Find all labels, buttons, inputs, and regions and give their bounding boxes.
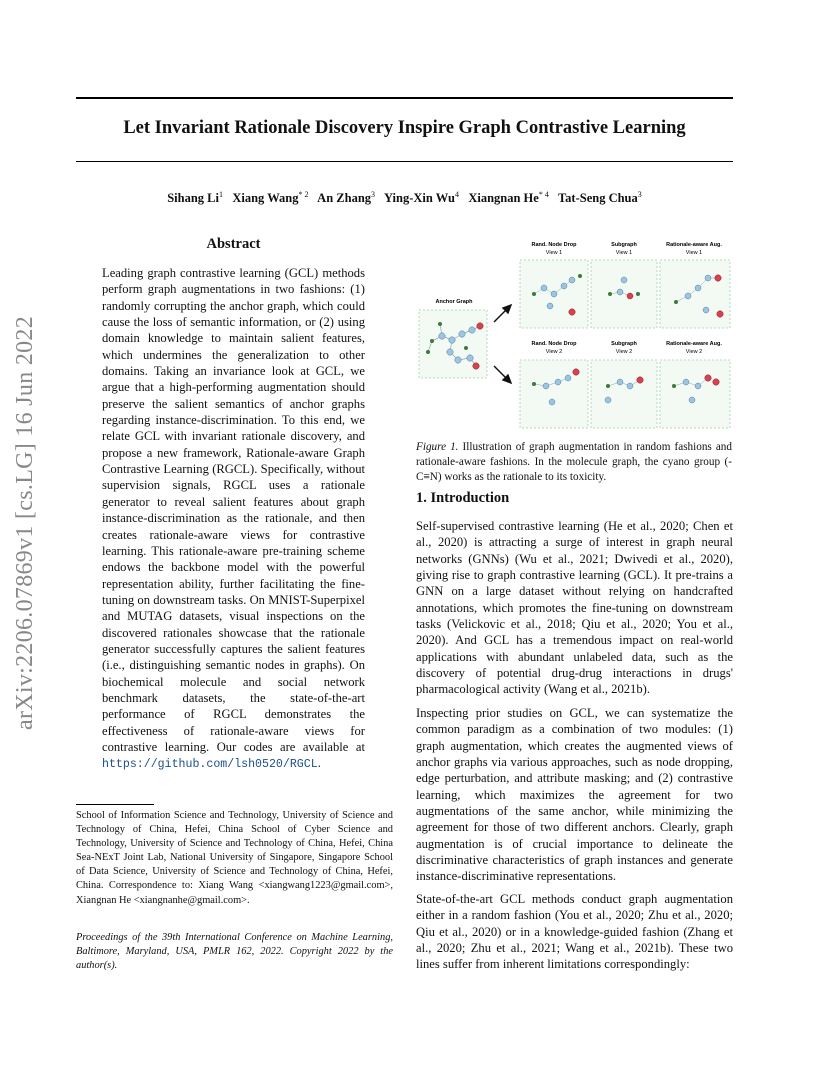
figure-caption (416, 440, 732, 485)
author-name: Xiangnan He (468, 191, 539, 206)
view-label: View 1 (615, 250, 633, 256)
author-affiliation-mark: 3 (637, 190, 642, 199)
author-list (76, 190, 733, 206)
author-affiliation-mark: 4 (454, 190, 459, 199)
view-label: Rationale-aware Aug. (666, 341, 722, 347)
figure-1 (414, 236, 734, 436)
view-label: View 2 (685, 349, 703, 355)
view-label: Subgraph (611, 341, 637, 347)
author-affiliation-mark: * 4 (538, 190, 549, 199)
code-link[interactable]: https://github.com/lsh0520/RGCL (102, 758, 318, 772)
view-label: Rand. Node Drop (531, 242, 577, 248)
view-panel (591, 360, 657, 428)
footnote-rule (76, 804, 154, 805)
view-label: View 1 (685, 250, 703, 256)
author-name: Tat-Seng Chua (557, 191, 638, 206)
view-label: View 2 (615, 349, 633, 355)
author-name: Xiang Wang (232, 191, 299, 206)
abstract-heading: Abstract (206, 236, 261, 252)
view-label: Rand. Node Drop (531, 341, 577, 347)
intro-paragraph-3: State-of-the-art GCL methods conduct graph augmentation either in a random fashion (You et al., 2020; Zhu et al., 2020; Qiu et al., 2020) or in a knowledge-guided fashion (Zhang et al., 2020; Zhu et al., 2021; Wang et al., 2021b). These two lines suffer from inherent limitations correspondingly: (416, 892, 733, 972)
author-affiliation-mark: 3 (371, 190, 376, 199)
author-affiliation-mark: * 2 (298, 190, 309, 199)
intro-paragraph-1: Self-supervised contrastive learning (He et al., 2020; Chen et al., 2020) is attracting a surge of interest in graph neural networks (GNNs) (Wu et al., 2021; Dwivedi et al., 2020), giving rise to graph contrastive learning (GCL). It pre-trains a GNN on a large dataset without relying on handcrafted annotations, which promotes the fine-tuning on downstream tasks (Velickovic et al., 2018; Qiu et al., 2020; You et al., 2020). And GCL has a tremendous impact on real-world applications with abundant unlabeled data, such as the discovery of potential drug-drug interactions in drugs' pharmacological activity (Wang et al., 2021b). (416, 519, 733, 697)
view-panel (660, 260, 730, 328)
intro-paragraph-2: Inspecting prior studies on GCL, we can systematize the common paradigm as a combination of two modules: (1) graph augmentation, which creates the augmented views of anchor graphs via various approaches, such as node dropping, edge perturbation, and attribute masking; and (2) contrastive learning, which maximizes the agreement for two augmentations of the same anchor, while minimizing the agreement for those of two different anchors. Clearly, graph augmentation is of crucial importance to delineate the discriminative characteristics of graph instances and generate instance-discriminative representations. (416, 706, 733, 884)
author-name: An Zhang (317, 191, 372, 206)
proceedings-note: Proceedings of the 39th International Conference on Machine Learning, Baltimore, Maryland, USA, PMLR 162, 2022. Copyright 2022 by the author(s). (76, 932, 393, 972)
view-panel (660, 360, 730, 428)
abstract-text: Leading graph contrastive learning (GCL) methods perform graph augmentations in two fashions: (1) randomly corrupting the anchor graph, which could cause the loss of semantic information, or (2) using domain knowledge to maintain salient features, which undermines the generalization to other domains. Taking an invariance look at GCL, we argue that a high-performing augmentation should preserve the salient semantics of anchor graphs regarding instance-discrimination. To this end, we relate GCL with invariant rationale discovery, and propose a new framework, Rationale-aware Graph Contrastive Learning (RGCL). Specifically, without supervision signals, RGCL uses a rationale generator to reveal salient features about graph instance-discrimination as the rationale, and then creates rationale-aware views for contrastive learning. This rationale-aware pre-training scheme endows the backbone model with the powerful representation ability, further facilitating the fine-tuning on downstream tasks. On MNIST-Superpixel and MUTAG datasets, visual inspections on the discovered rationales showcase that the rationale generator successfully captures the salient features (i.e., distinguishing semantic nodes in graphs). On biochemical molecule and social network benchmark datasets, the state-of-the-art performance of RGCL demonstrates the effectiveness of rationale-aware views for contrastive learning. Our codes are available at (102, 266, 365, 754)
caption-label: Figure 1. (416, 441, 459, 453)
title-bottom-rule (76, 161, 733, 162)
anchor-graph-label: Anchor Graph (435, 299, 473, 305)
abstract-body (102, 265, 365, 774)
view-panel (591, 260, 657, 328)
view-label: View 2 (545, 349, 563, 355)
author-name: Sihang Li (167, 191, 219, 206)
affiliation-footnote: School of Information Science and Technology, University of Science and Technology of China, Hefei, China School of Cyber Science and Technology, University of Science and Technology of China, Hefei, China Sea-NExT Joint Lab, National University of Singapore, Singapore School of Data Science, University of Science and Technology of China, Hefei, China. Correspondence to: Xiang Wang <xiangwang1223@gmail.com>, Xiangnan He <xiangnanhe@gmail.com>. (76, 810, 393, 906)
caption-text: Illustration of graph augmentation in random fashions and rationale-aware fashions. In the molecule graph, the cyano group (-C≡N) works as the rationale to its toxicity. (416, 441, 732, 483)
view-label: Rationale-aware Aug. (666, 242, 722, 248)
author-affiliation-mark: 1 (218, 190, 223, 199)
view-label: View 1 (545, 250, 563, 256)
view-label: Subgraph (611, 242, 637, 248)
author-name: Ying-Xin Wu (383, 191, 455, 206)
title-top-rule (76, 97, 733, 99)
arxiv-stamp: arXiv:2206.07869v1 [cs.LG] 16 Jun 2022 (12, 315, 38, 730)
augmentation-arrows (494, 305, 511, 383)
abstract-period: . (317, 756, 321, 771)
paper-title: Let Invariant Rationale Discovery Inspire Graph Contrastive Learning (123, 118, 686, 138)
section-heading-introduction: 1. Introduction (416, 490, 510, 506)
